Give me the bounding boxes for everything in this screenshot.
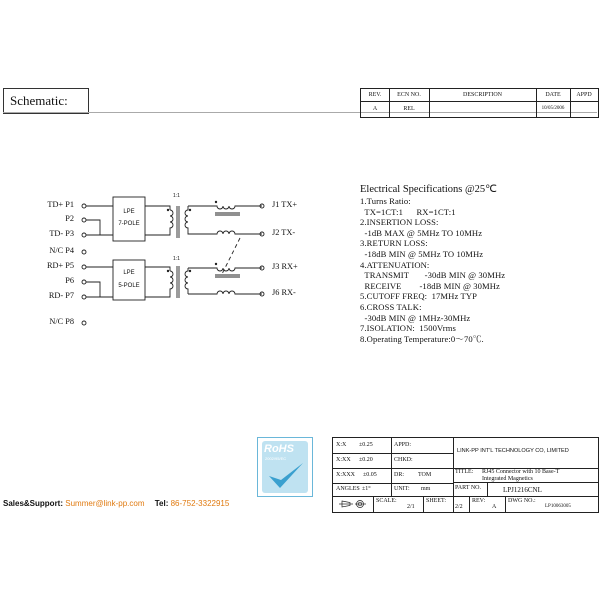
pin-label-p3: TD- P3 xyxy=(49,229,74,238)
spec-line: TRANSMIT -30dB MIN @ 30MHz xyxy=(360,270,506,281)
pin-terminal xyxy=(82,204,86,208)
spec-line: 3.RETURN LOSS: xyxy=(360,238,428,249)
wire xyxy=(145,267,170,271)
filter-box-top xyxy=(113,197,145,241)
wire xyxy=(145,231,170,235)
pin-terminal xyxy=(82,233,86,237)
pin-label-p6: P6 xyxy=(65,276,74,285)
coil xyxy=(215,268,262,271)
filter-bottom-line1: LPE xyxy=(123,270,135,276)
filter-top-line1: LPE xyxy=(123,209,135,215)
rev-value: A xyxy=(492,504,497,510)
spec-line: 6.CROSS TALK: xyxy=(360,301,422,312)
dr-value: TOM xyxy=(418,472,432,478)
spec-line: 7.ISOLATION: 1500Vrms xyxy=(360,323,456,334)
chkd-label: CHKD: xyxy=(394,457,413,463)
tol-key: X:XXX xyxy=(336,472,355,478)
spec-line: 5.CUTOFF FREQ: 17MHz TYP xyxy=(360,291,478,302)
filter-bottom-line2: 5-POLE xyxy=(118,283,140,289)
tel-label: Tel: xyxy=(154,499,169,508)
ecn-value: REL xyxy=(403,106,415,112)
unit-label: UNIT: xyxy=(394,486,410,492)
projection-symbol-icon xyxy=(339,499,369,509)
tol-key: X:XX xyxy=(336,457,351,463)
page-title: Schematic: xyxy=(10,93,68,108)
pin-terminal xyxy=(82,321,86,325)
unit-value: mm xyxy=(421,486,431,492)
coil xyxy=(215,291,262,294)
tol-key: X:X xyxy=(336,442,347,448)
pin-terminal xyxy=(82,280,86,284)
dwg-value: LP10063005 xyxy=(545,504,571,509)
tol-key: ANGLES xyxy=(336,486,360,492)
turns-ratio-top: 1:1 xyxy=(173,193,180,199)
scale-value: 2/1 xyxy=(407,504,415,510)
sheet-value: 2/2 xyxy=(455,504,463,510)
filter-top-line2: 7-POLE xyxy=(118,221,140,227)
jack-label-j3: J3 RX+ xyxy=(272,262,298,271)
ecn-header: ECN NO. xyxy=(397,92,421,98)
title-label: TITLE: xyxy=(455,469,474,475)
pin-label-p8: N/C P8 xyxy=(49,317,74,326)
wire xyxy=(188,232,215,234)
description-header: DESCRIPTION xyxy=(462,92,502,98)
rohs-logo xyxy=(257,437,313,497)
coil xyxy=(185,206,188,232)
tol-val: ±0.20 xyxy=(359,457,373,463)
appd-header: APPD xyxy=(576,92,592,98)
spec-line: -18dB MIN @ 5MHz TO 10MHz xyxy=(360,248,484,259)
partno-value: LPJ1216CNL xyxy=(503,486,542,494)
tol-val: ±0.25 xyxy=(359,442,373,448)
spec-line: 4.ATTENUATION: xyxy=(360,259,430,270)
spec-line: -1dB MAX @ 5MHz TO 10MHz xyxy=(360,227,483,238)
rohs-label: RoHS xyxy=(264,443,294,455)
company-name: LINK-PP INT'L TECHNOLOGY CO, LIMITED xyxy=(457,448,569,454)
pin-terminal xyxy=(82,250,86,254)
scale-label: SCALE: xyxy=(376,498,397,504)
sales-email[interactable]: Summer@link-pp.com xyxy=(65,499,145,508)
turns-ratio-bottom: 1:1 xyxy=(173,256,180,262)
tel-number: 86-752-3322915 xyxy=(170,499,230,508)
partno-label: PART NO. xyxy=(455,485,481,491)
tol-val: ±0.05 xyxy=(363,472,377,478)
wire xyxy=(145,206,170,210)
specs-list xyxy=(360,196,505,344)
specs-title: Electrical Specifications @25℃ xyxy=(360,184,497,195)
electrical-specs xyxy=(360,183,505,344)
spec-line: RECEIVE -18dB MIN @ 30MHz xyxy=(360,280,500,291)
tol-val: ±1° xyxy=(362,486,371,492)
rev-header: REV. xyxy=(368,92,382,98)
schematic-title-box xyxy=(3,88,89,114)
checkmark-icon xyxy=(266,460,306,492)
jack-label-j1: J1 TX+ xyxy=(272,200,298,209)
revision-table xyxy=(360,88,599,118)
title-value-line2: Integrated Magnetics xyxy=(482,476,533,482)
date-header: DATE xyxy=(545,92,561,98)
pin-terminal xyxy=(82,295,86,299)
spec-line: 2.INSERTION LOSS: xyxy=(360,217,439,228)
wire xyxy=(86,282,100,297)
jack-label-j6: J6 RX- xyxy=(272,288,296,297)
title-block xyxy=(332,437,599,513)
jack-label-j2: J2 TX- xyxy=(272,228,296,237)
dr-label: DR: xyxy=(394,472,405,478)
pin-label-p4: N/C P4 xyxy=(49,246,74,255)
coil xyxy=(185,268,188,294)
date-value: 10/05/2006 xyxy=(541,106,565,111)
spec-line: TX=1CT:1 RX=1CT:1 xyxy=(360,206,456,217)
appd-label: APPD: xyxy=(394,442,412,448)
rev-label: REV: xyxy=(472,498,486,504)
coil xyxy=(215,231,262,234)
spec-line: 8.Operating Temperature:0～70℃. xyxy=(360,333,484,344)
coil xyxy=(170,210,173,231)
wire xyxy=(145,292,170,297)
filter-box-bottom xyxy=(113,260,145,300)
rev-value: A xyxy=(372,106,378,112)
pin-label-p5: RD+ P5 xyxy=(46,261,74,270)
pin-label-p2: P2 xyxy=(65,214,74,223)
sheet-label: SHEET: xyxy=(426,498,447,504)
pin-terminal xyxy=(82,218,86,222)
crossover-dashed xyxy=(222,238,240,274)
wire xyxy=(86,220,100,235)
coil xyxy=(170,271,173,292)
spec-line: -30dB MIN @ 1MHz-30MHz xyxy=(360,312,471,323)
pin-label-p7: RD- P7 xyxy=(48,291,74,300)
spec-line: 1.Turns Ratio: xyxy=(360,196,411,206)
pin-terminal xyxy=(82,265,86,269)
dwg-label: DWG NO.: xyxy=(508,498,536,504)
sales-label: Sales&Support: xyxy=(3,499,64,508)
pin-label-p1: TD+ P1 xyxy=(47,200,74,209)
coil xyxy=(215,206,262,209)
rohs-sub: 2002/95/EC xyxy=(265,456,287,461)
title-value-line1: RJ45 Connector with 10 Base-T xyxy=(482,469,560,475)
sales-support-line xyxy=(3,499,229,508)
